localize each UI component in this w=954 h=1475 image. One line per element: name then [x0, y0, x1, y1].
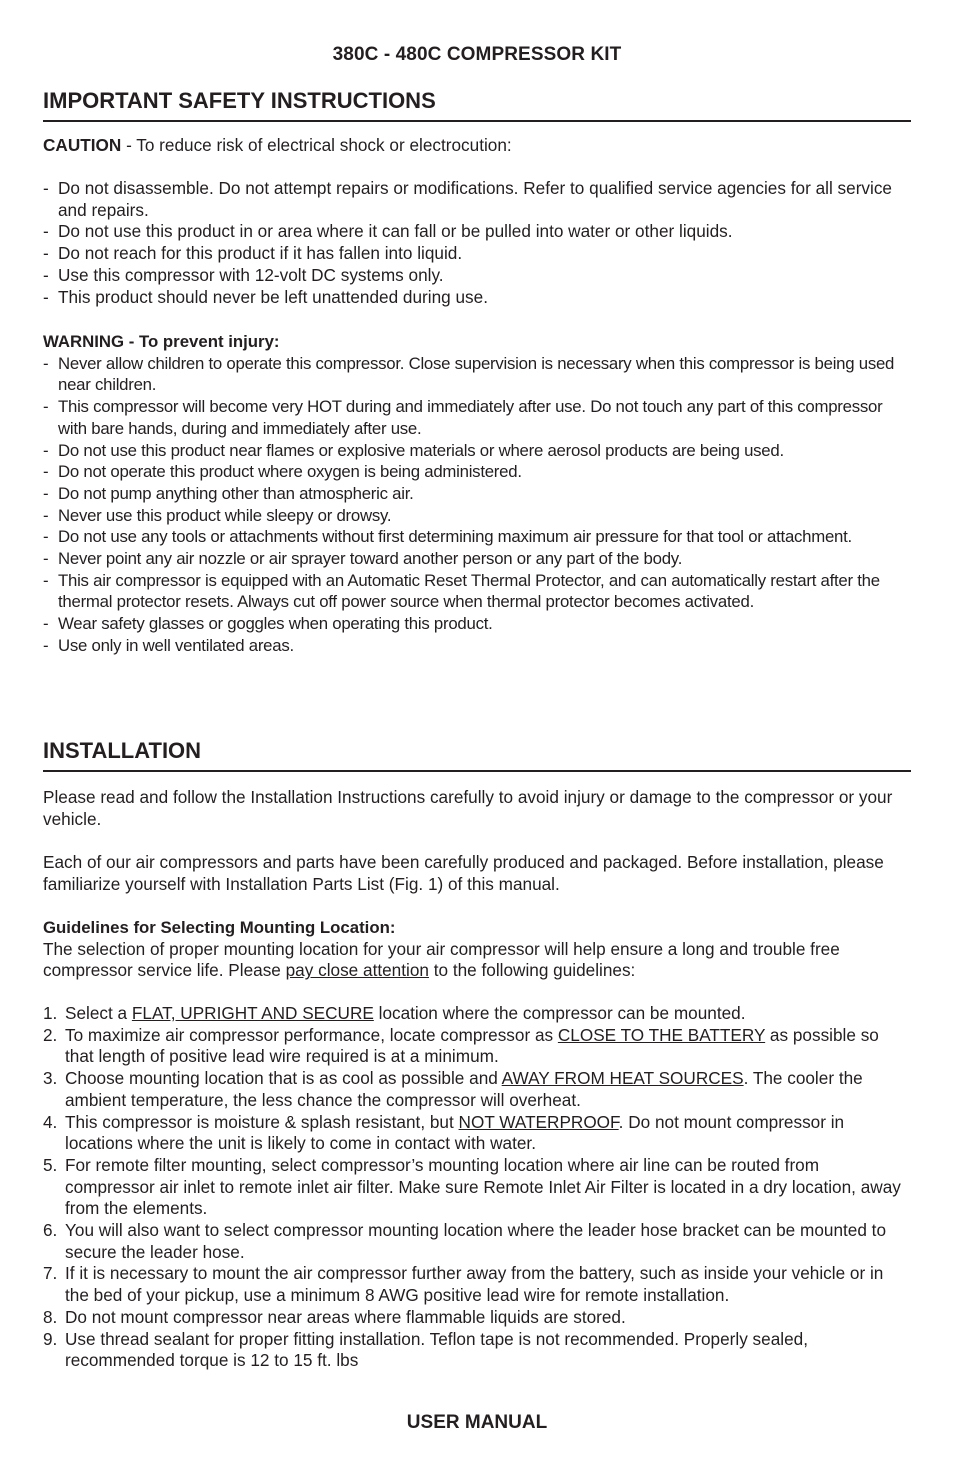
step-number: 7. [43, 1263, 58, 1284]
safety-heading: IMPORTANT SAFETY INSTRUCTIONS [43, 88, 911, 122]
document-title: 380C - 480C COMPRESSOR KIT [332, 44, 622, 65]
step-text: For remote filter mounting, select compressor’s mounting location where air line can be routed from compressor air inlet to remote inlet air filter. Make sure Remote Inlet Air Filter is located in a dry location, away from the elements. [65, 1154, 901, 1219]
list-item: - This air compressor is equipped with an Automatic Reset Thermal Protector, and can automatically restart after the thermal protector resets. Always cut off power source when thermal protector becomes activated. [43, 570, 911, 613]
guidelines-emphasis: pay close attention [285, 960, 429, 981]
list-item: - This product should never be left unattended during use. [43, 287, 911, 309]
list-item [43, 1307, 911, 1329]
step-number: 5. [43, 1154, 58, 1175]
list-item [43, 1220, 911, 1263]
list-item [43, 1025, 911, 1068]
list-item [43, 1112, 911, 1155]
step-text: Use thread sealant for proper fitting installation. Teflon tape is not recommended. Properly sealed, recommended torque is 12 to 15 ft. lbs [65, 1328, 808, 1371]
list-item: - Do not use this product near flames or explosive materials or where aerosol products are being used. [43, 440, 911, 462]
steps-block [43, 1003, 911, 1372]
caution-label: CAUTION [43, 135, 122, 155]
caution-block [43, 135, 911, 157]
guidelines-heading: Guidelines for Selecting Mounting Location: [43, 918, 396, 937]
list-item: - Do not disassemble. Do not attempt repairs or modifications. Refer to qualified service agencies for all service and repairs. [43, 178, 911, 221]
step-number: 2. [43, 1024, 58, 1045]
installation-heading: INSTALLATION [43, 738, 911, 772]
list-item: - Never point any air nozzle or air sprayer toward another person or any part of the body. [43, 548, 911, 570]
list-item [43, 1155, 911, 1220]
warning-block [43, 331, 911, 657]
step-text: This compressor is moisture & splash resistant, but [65, 1111, 459, 1132]
step-text: Choose mounting location that is as cool as possible and [65, 1068, 502, 1089]
intro-paragraph: Each of our air compressors and parts have been carefully produced and packaged. Before installation, please familiarize yourself with Installation Parts List (Fig. 1) of this manual. [43, 852, 884, 894]
caution-text: - To reduce risk of electrical shock or electrocution: [121, 135, 512, 155]
warning-label: WARNING - To prevent injury: [43, 332, 280, 351]
installation-intro-2 [43, 852, 911, 895]
step-number: 8. [43, 1306, 58, 1327]
list-item [43, 1263, 911, 1306]
list-item: - Do not reach for this product if it has fallen into liquid. [43, 243, 911, 265]
list-item: - This compressor will become very HOT during and immediately after use. Do not touch any part of this compressor with bare hands, during and immediately after use. [43, 396, 911, 439]
step-emphasis: CLOSE TO THE BATTERY [557, 1024, 766, 1045]
step-emphasis: NOT WATERPROOF [458, 1111, 619, 1132]
list-item: - Never allow children to operate this compressor. Close supervision is necessary when this compressor is being used near children. [43, 353, 911, 396]
list-item [43, 1068, 911, 1111]
intro-paragraph: Please read and follow the Installation Instructions carefully to avoid injury or damage to the compressor or your vehicle. [43, 787, 893, 829]
step-number: 6. [43, 1220, 58, 1241]
list-item: - Wear safety glasses or goggles when operating this product. [43, 613, 911, 635]
guidelines-text: The selection of proper mounting location for your air compressor will help ensure a long and trouble free compressor service life. Please [43, 938, 840, 981]
list-item: - Use this compressor with 12-volt DC systems only. [43, 265, 911, 287]
step-text: To maximize air compressor performance, locate compressor as [65, 1024, 558, 1045]
caution-list-block [43, 178, 911, 308]
list-item: - Do not use any tools or attachments without first determining maximum air pressure for that tool or attachment. [43, 526, 911, 548]
installation-steps [43, 1003, 911, 1372]
guidelines-text: to the following guidelines: [428, 960, 636, 981]
step-text: Do not mount compressor near areas where flammable liquids are stored. [65, 1306, 626, 1327]
step-number: 4. [43, 1111, 58, 1132]
list-item [43, 1003, 911, 1025]
caution-list [43, 178, 911, 308]
step-emphasis: FLAT, UPRIGHT AND SECURE [131, 1003, 374, 1023]
step-number: 9. [43, 1328, 58, 1349]
page-footer: USER MANUAL [406, 1412, 548, 1433]
guidelines-block [43, 917, 911, 982]
list-item: - Use only in well ventilated areas. [43, 635, 911, 657]
step-text: as possible so that length of positive lead wire required is at a minimum. [65, 1024, 879, 1067]
list-item: - Do not operate this product where oxygen is being administered. [43, 461, 911, 483]
step-number: 1. [43, 1003, 58, 1023]
step-text: You will also want to select compressor mounting location where the leader hose bracket can be mounted to secure the leader hose. [65, 1220, 887, 1262]
guidelines-intro [43, 939, 911, 982]
step-text: Select a [65, 1003, 132, 1023]
step-number: 3. [43, 1068, 58, 1089]
list-item: - Do not pump anything other than atmospheric air. [43, 483, 911, 505]
caution-intro [43, 135, 911, 157]
list-item [43, 1329, 911, 1372]
step-text: . The cooler the ambient temperature, the less chance the compressor will overheat. [65, 1068, 863, 1110]
step-text: . Do not mount compressor in locations where the unit is likely to come in contact with water. [65, 1111, 845, 1154]
step-emphasis: AWAY FROM HEAT SOURCES [501, 1068, 744, 1089]
warning-list [43, 353, 911, 657]
step-text: location where the compressor can be mounted. [373, 1003, 746, 1023]
list-item: - Never use this product while sleepy or drowsy. [43, 505, 911, 527]
installation-intro-1 [43, 787, 911, 830]
step-text: If it is necessary to mount the air compressor further away from the battery, such as inside your vehicle or in the bed of your pickup, use a minimum 8 AWG positive lead wire for remote installation. [65, 1263, 884, 1306]
list-item: - Do not use this product in or area where it can fall or be pulled into water or other liquids. [43, 221, 911, 243]
